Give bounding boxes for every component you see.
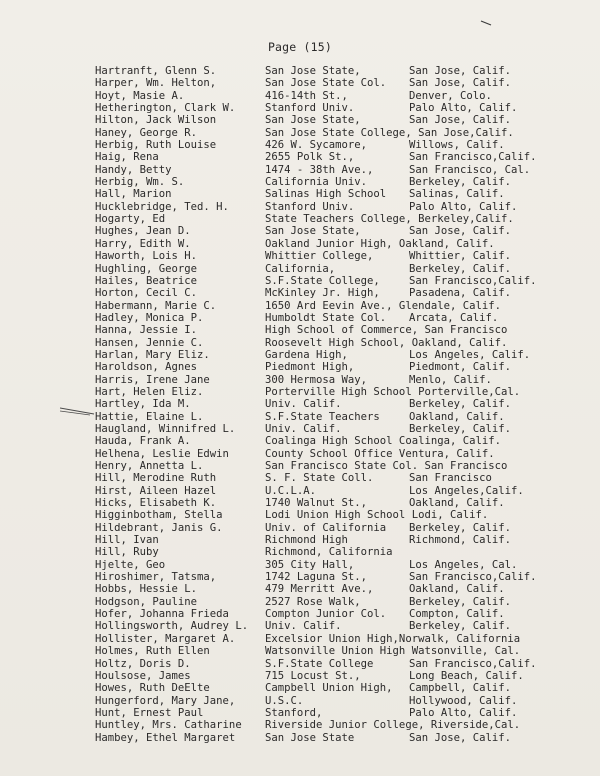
list-item: [95, 534, 565, 546]
list-item: [95, 312, 565, 324]
entry-institution: San Jose State College, San Jose,Calif.: [265, 126, 514, 139]
list-item: [95, 374, 565, 386]
entry-institution: Roosevelt High School, Oakland, Calif.: [265, 336, 508, 349]
entry-city: Los Angeles, Calif.: [409, 348, 531, 361]
entry-institution: Porterville High School Porterville,Cal.: [265, 385, 521, 398]
list-item: [95, 571, 565, 583]
entry-name: Harlan, Mary Eliz.: [95, 348, 210, 361]
list-item: [95, 238, 565, 250]
entry-city: Compton, Calif.: [409, 608, 505, 621]
entry-institution: Univ. Calif.: [265, 422, 342, 435]
list-item: [95, 337, 565, 349]
entry-institution: Univ. Calif.: [265, 398, 342, 411]
entry-name: Holtz, Doris D.: [95, 657, 191, 670]
list-item: [95, 559, 565, 571]
list-item: [95, 213, 565, 225]
entry-city: Hollywood, Calif.: [409, 694, 518, 707]
entry-city: Pasadena, Calif.: [409, 287, 512, 300]
list-item: [95, 522, 565, 534]
entry-name: Harris, Irene Jane: [95, 373, 210, 386]
entry-institution: California Univ.: [265, 176, 368, 189]
entry-city: Palo Alto, Calif.: [409, 200, 518, 213]
entry-institution: Stanford Univ.: [265, 102, 355, 115]
entry-institution: Whittier College,: [265, 250, 374, 263]
list-item: [95, 435, 565, 447]
entry-name: Hughling, George: [95, 262, 198, 275]
entry-name: Harry, Edith W.: [95, 237, 191, 250]
entry-institution: Stanford Univ.: [265, 200, 355, 213]
entry-institution: 715 Locust St.,: [265, 669, 361, 682]
pencil-tick-mark: [480, 20, 492, 26]
entry-institution: Oakland Junior High, Oakland, Calif.: [265, 237, 495, 250]
list-item: [95, 188, 565, 200]
entry-institution: 305 City Hall,: [265, 558, 355, 571]
entry-city: Piedmont, Calif.: [409, 361, 512, 374]
entry-institution: Humboldt State Col.: [265, 311, 387, 324]
entry-name: Hailes, Beatrice: [95, 274, 198, 287]
list-item: [95, 633, 565, 645]
entry-city: Oakland, Calif.: [409, 497, 505, 510]
list-item: [95, 448, 565, 460]
entry-city: Richmond, Calif.: [409, 534, 512, 547]
list-item: [95, 608, 565, 620]
entry-institution: San Jose State: [265, 731, 355, 744]
list-item: [95, 682, 565, 694]
entry-name: Hill, Merodine Ruth: [95, 472, 217, 485]
entry-city: Oakland, Calif.: [409, 410, 505, 423]
entry-city: Palo Alto, Calif.: [409, 706, 518, 719]
entry-institution: 1474 - 38th Ave.,: [265, 163, 374, 176]
entry-name: Hodgson, Pauline: [95, 595, 198, 608]
entry-city: San Jose, Calif.: [409, 65, 512, 77]
entry-name: Hartley, Ida M.: [95, 398, 191, 411]
entry-name: Hoyt, Masie A.: [95, 89, 185, 102]
entry-institution: County School Office Ventura, Calif.: [265, 447, 495, 460]
entry-institution: 426 W. Sycamore,: [265, 139, 368, 152]
list-item: [95, 151, 565, 163]
entry-institution: U.C.L.A.: [265, 484, 317, 497]
entry-name: Hadley, Monica P.: [95, 311, 204, 324]
list-item: [95, 139, 565, 151]
list-item: [95, 460, 565, 472]
entry-city: Willows, Calif.: [409, 139, 505, 152]
entry-institution: Gardena High,: [265, 348, 348, 361]
list-item: [95, 114, 565, 126]
entry-name: Haroldson, Agnes: [95, 361, 198, 374]
entry-name: Howes, Ruth DeElte: [95, 682, 210, 695]
entry-name: Hiroshimer, Tatsma,: [95, 571, 217, 584]
list-item: [95, 300, 565, 312]
entry-city: Los Angeles, Cal.: [409, 558, 518, 571]
page-title: Page (15): [267, 40, 333, 54]
entry-city: San Jose, Calif.: [409, 225, 512, 238]
entry-city: Berkeley, Calif.: [409, 521, 512, 534]
entry-name: Hofer, Johanna Frieda: [95, 608, 229, 621]
entry-city: Whittier, Calif.: [409, 250, 512, 263]
list-item: [95, 324, 565, 336]
list-item: [95, 670, 565, 682]
list-item: [95, 583, 565, 595]
entry-institution: San Jose State Col.: [265, 77, 387, 90]
entry-institution: San Jose State,: [265, 65, 361, 77]
entry-institution: Watsonville Union High Watsonville, Cal.: [265, 645, 521, 658]
entry-city: Oakland, Calif.: [409, 583, 505, 596]
entry-institution: 1740 Walnut St.,: [265, 497, 368, 510]
entry-city: Long Beach, Calif.: [409, 669, 524, 682]
entry-institution: Richmond, California: [265, 546, 393, 559]
list-item: [95, 225, 565, 237]
entry-institution: 300 Hermosa Way,: [265, 373, 368, 386]
entry-institution: San Jose State,: [265, 225, 361, 238]
entry-name: Hanna, Jessie I.: [95, 324, 198, 337]
entry-name: Hilton, Jack Wilson: [95, 114, 217, 127]
entry-name: Hauda, Frank A.: [95, 435, 191, 448]
entry-city: Arcata, Calif.: [409, 311, 499, 324]
entry-name: Hambey, Ethel Margaret: [95, 731, 236, 744]
entry-name: Hollister, Margaret A.: [95, 632, 236, 645]
entry-institution: State Teachers College, Berkeley,Calif.: [265, 213, 514, 226]
entry-name: Hungerford, Mary Jane,: [95, 694, 236, 707]
entry-city: Berkeley, Calif.: [409, 595, 512, 608]
entry-institution: Piedmont High,: [265, 361, 355, 374]
entry-city: Berkeley, Calif.: [409, 262, 512, 275]
entry-institution: 416-14th St.,: [265, 89, 348, 102]
entry-name: Herbig, Ruth Louise: [95, 139, 217, 152]
entry-city: Berkeley, Calif.: [409, 620, 512, 633]
list-item: [95, 732, 565, 744]
list-item: [95, 398, 565, 410]
list-item: [95, 164, 565, 176]
entry-city: San Jose, Calif.: [409, 77, 512, 90]
list-item: [95, 719, 565, 731]
entry-name: Hill, Ivan: [95, 534, 159, 547]
list-item: [95, 386, 565, 398]
entry-city: Berkeley, Calif.: [409, 398, 512, 411]
entry-name: Hattie, Elaine L.: [95, 410, 204, 423]
list-item: [95, 275, 565, 287]
list-item: [95, 176, 565, 188]
entry-name: Hunt, Ernest Paul: [95, 706, 204, 719]
entry-city: Berkeley, Calif.: [409, 176, 512, 189]
list-item: [95, 263, 565, 275]
roster-list: [95, 65, 565, 744]
list-item: [95, 620, 565, 632]
entry-name: Hirst, Aileen Hazel: [95, 484, 217, 497]
list-item: [95, 77, 565, 89]
entry-name: Hogarty, Ed: [95, 213, 166, 226]
entry-name: Houlsose, James: [95, 669, 191, 682]
entry-institution: Riverside Junior College, Riverside,Cal.: [265, 719, 521, 732]
list-item: [95, 596, 565, 608]
entry-institution: Univ. of California: [265, 521, 387, 534]
entry-institution: Univ. Calif.: [265, 620, 342, 633]
list-item: [95, 349, 565, 361]
entry-name: Higginbotham, Stella: [95, 509, 223, 522]
entry-institution: California,: [265, 262, 336, 275]
entry-city: Palo Alto, Calif.: [409, 102, 518, 115]
entry-name: Haugland, Winnifred L.: [95, 422, 236, 435]
list-item: [95, 707, 565, 719]
entry-institution: Excelsior Union High,Norwalk, California: [265, 632, 521, 645]
entry-name: Helhena, Leslie Edwin: [95, 447, 229, 460]
entry-name: Hart, Helen Eliz.: [95, 385, 204, 398]
entry-city: San Francisco,Calif.: [409, 657, 537, 670]
entry-institution: Campbell Union High,: [265, 682, 393, 695]
entry-name: Hartranft, Glenn S.: [95, 65, 217, 77]
list-item: [95, 472, 565, 484]
entry-name: Harper, Wm. Helton,: [95, 77, 217, 90]
entry-institution: Coalinga High School Coalinga, Calif.: [265, 435, 501, 448]
entry-institution: 2655 Polk St.,: [265, 151, 355, 164]
entry-city: San Francisco, Cal.: [409, 163, 531, 176]
entry-name: Hetherington, Clark W.: [95, 102, 236, 115]
entry-institution: Lodi Union High School Lodi, Calif.: [265, 509, 489, 522]
entry-name: Hill, Ruby: [95, 546, 159, 559]
entry-name: Hicks, Elisabeth K.: [95, 497, 217, 510]
list-item: [95, 65, 565, 77]
list-item: [95, 127, 565, 139]
entry-name: Haworth, Lois H.: [95, 250, 198, 263]
entry-name: Hjelte, Geo: [95, 558, 166, 571]
entry-name: Horton, Cecil C.: [95, 287, 198, 300]
list-item: [95, 90, 565, 102]
list-item: [95, 423, 565, 435]
entry-institution: Richmond High: [265, 534, 348, 547]
entry-institution: San Francisco State Col. San Francisco: [265, 460, 508, 472]
entry-name: Habermann, Marie C.: [95, 299, 217, 312]
list-item: [95, 497, 565, 509]
entry-institution: S.F.State Teachers: [265, 410, 380, 423]
entry-name: Haig, Rena: [95, 151, 159, 164]
entry-institution: 479 Merritt Ave.,: [265, 583, 374, 596]
entry-city: Campbell, Calif.: [409, 682, 512, 695]
list-item: [95, 645, 565, 657]
entry-city: San Francisco,Calif.: [409, 151, 537, 164]
list-item: [95, 695, 565, 707]
entry-institution: McKinley Jr. High,: [265, 287, 380, 300]
entry-city: Salinas, Calif.: [409, 188, 505, 201]
entry-institution: Stanford,: [265, 706, 323, 719]
entry-institution: S.F.State College: [265, 657, 374, 670]
entry-name: Huntley, Mrs. Catharine: [95, 719, 242, 732]
list-item: [95, 287, 565, 299]
entry-city: San Francisco: [409, 472, 492, 485]
entry-institution: High School of Commerce, San Francisco: [265, 324, 508, 337]
list-item: [95, 658, 565, 670]
entry-name: Holmes, Ruth Ellen: [95, 645, 210, 658]
entry-name: Hansen, Jennie C.: [95, 336, 204, 349]
entry-institution: Compton Junior Col.: [265, 608, 387, 621]
list-item: [95, 361, 565, 373]
entry-name: Hall, Marion: [95, 188, 172, 201]
entry-institution: 1742 Laguna St.,: [265, 571, 368, 584]
entry-name: Hollingsworth, Audrey L.: [95, 620, 249, 633]
entry-city: Berkeley, Calif.: [409, 422, 512, 435]
list-item: [95, 485, 565, 497]
entry-institution: S.F.State College,: [265, 274, 380, 287]
entry-institution: U.S.C.: [265, 694, 304, 707]
entry-institution: San Jose State,: [265, 114, 361, 127]
entry-name: Handy, Betty: [95, 163, 172, 176]
entry-name: Hughes, Jean D.: [95, 225, 191, 238]
entry-name: Hobbs, Hessie L.: [95, 583, 198, 596]
entry-city: San Francisco,Calif.: [409, 571, 537, 584]
list-item: [95, 201, 565, 213]
entry-city: San Francisco,Calif.: [409, 274, 537, 287]
entry-institution: 2527 Rose Walk,: [265, 595, 361, 608]
entry-institution: Salinas High School: [265, 188, 387, 201]
pencil-arrow-mark: [60, 406, 96, 416]
entry-institution: 1650 Ard Eevin Ave., Glendale, Calif.: [265, 299, 501, 312]
entry-name: Hucklebridge, Ted. H.: [95, 200, 229, 213]
entry-name: Henry, Annetta L.: [95, 460, 204, 472]
entry-name: Haney, George R.: [95, 126, 198, 139]
list-item: [95, 509, 565, 521]
entry-city: Menlo, Calif.: [409, 373, 492, 386]
list-item: [95, 411, 565, 423]
list-item: [95, 102, 565, 114]
list-item: [95, 546, 565, 558]
entry-city: San Jose, Calif.: [409, 114, 512, 127]
entry-city: Denver, Colo.: [409, 89, 492, 102]
entry-name: Hildebrant, Janis G.: [95, 521, 223, 534]
entry-city: San Jose, Calif.: [409, 731, 512, 744]
entry-name: Herbig, Wm. S.: [95, 176, 185, 189]
entry-institution: S. F. State Coll.: [265, 472, 374, 485]
list-item: [95, 250, 565, 262]
entry-city: Los Angeles,Calif.: [409, 484, 524, 497]
